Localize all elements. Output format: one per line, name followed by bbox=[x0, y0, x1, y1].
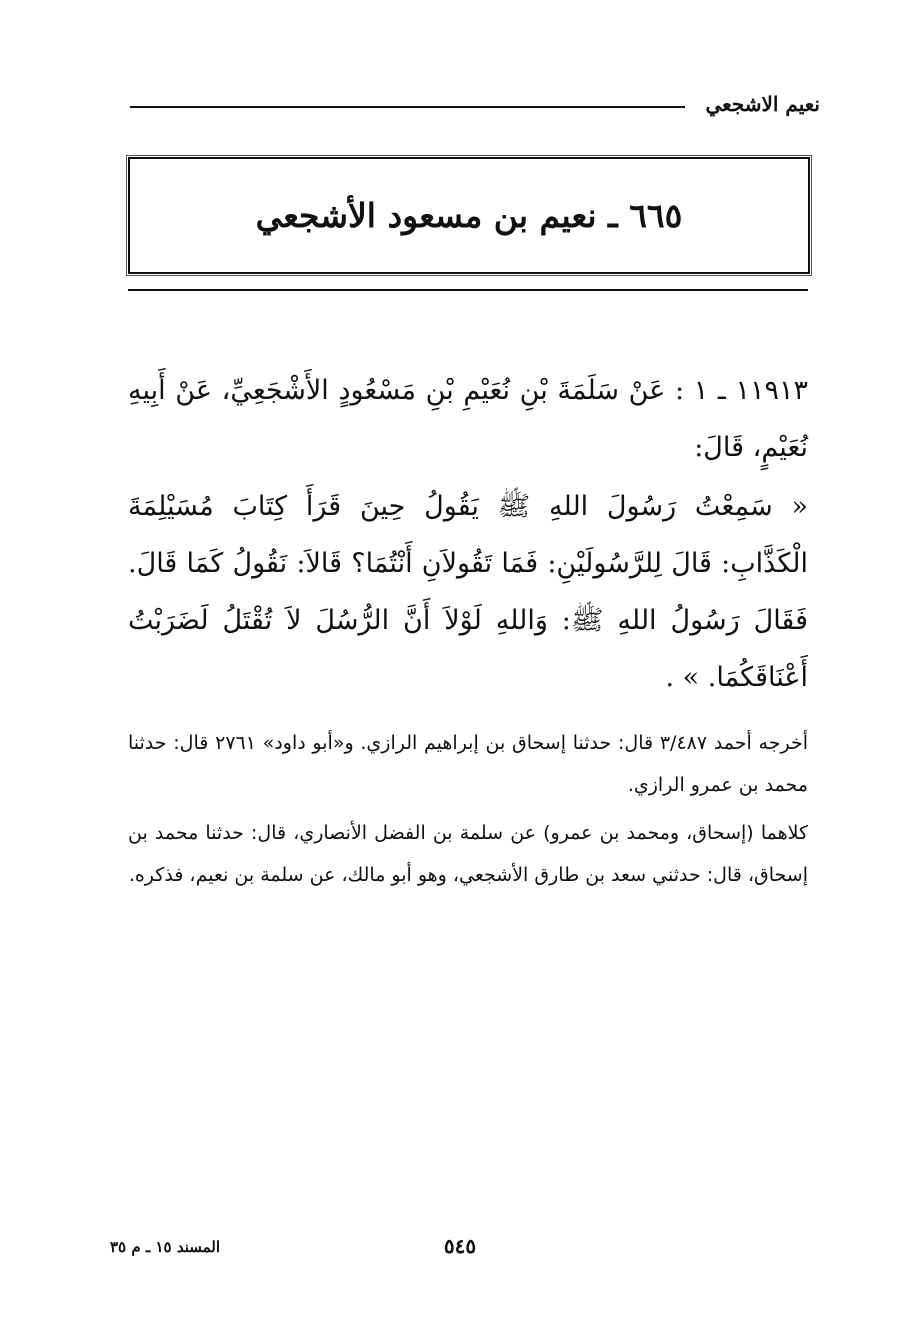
running-head-rule bbox=[130, 106, 685, 108]
title-divider bbox=[128, 289, 808, 291]
chapter-title-box bbox=[128, 157, 810, 274]
running-head-title: نعيم الاشجعي bbox=[705, 92, 820, 116]
note-paragraph: أخرجه أحمد ٣/٤٨٧ قال: حدثنا إسحاق بن إبراهيم الرازي. و«أبو داود» ٢٧٦١ قال: حدثنا محمد بن عمرو الرازي. bbox=[128, 732, 808, 796]
page-content bbox=[128, 362, 808, 896]
chapter-title: ٦٦٥ ـ نعيم بن مسعود الأشجعي bbox=[255, 196, 683, 235]
page-number: ٥٤٥ bbox=[443, 1234, 477, 1258]
hadith-paragraph: ١١٩١٣ ـ ١ : عَنْ سَلَمَةَ بْنِ نُعَيْمِ بْنِ مَسْعُودٍ الأَشْجَعِيِّ، عَنْ أَبِيهِ نُعَيْمٍ، قَالَ: bbox=[128, 375, 808, 463]
hadith-paragraph: « سَمِعْتُ رَسُولَ اللهِ ﷺ يَقُولُ حِينَ قَرَأَ كِتَابَ مُسَيْلِمَةَ الْكَذَّابِ: قَالَ لِلرَّسُولَيْنِ: فَمَا تَقُولاَنِ أَنْتُمَا؟ قَالاَ: نَقُولُ كَمَا قَالَ. فَقَالَ رَسُولُ اللهِ ﷺ: وَاللهِ لَوْلاَ أَنَّ الرُّسُلَ لاَ تُقْتَلُ لَضَرَبْتُ أَعْنَاقَكُمَا. » . bbox=[128, 491, 808, 693]
signature-mark: المسند ١٥ ـ م ٣٥ bbox=[110, 1238, 221, 1256]
note-paragraph: كلاهما (إسحاق، ومحمد بن عمرو) عن سلمة بن الفضل الأنصاري، قال: حدثنا محمد بن إسحاق، قال: حدثني سعد بن طارق الأشجعي، وهو أبو مالك، عن سلمة بن نعيم، فذكره. bbox=[128, 822, 808, 886]
running-head bbox=[130, 92, 820, 122]
hadith-text bbox=[128, 362, 808, 706]
takhrij-notes bbox=[128, 722, 808, 896]
page-footer bbox=[100, 1234, 820, 1274]
